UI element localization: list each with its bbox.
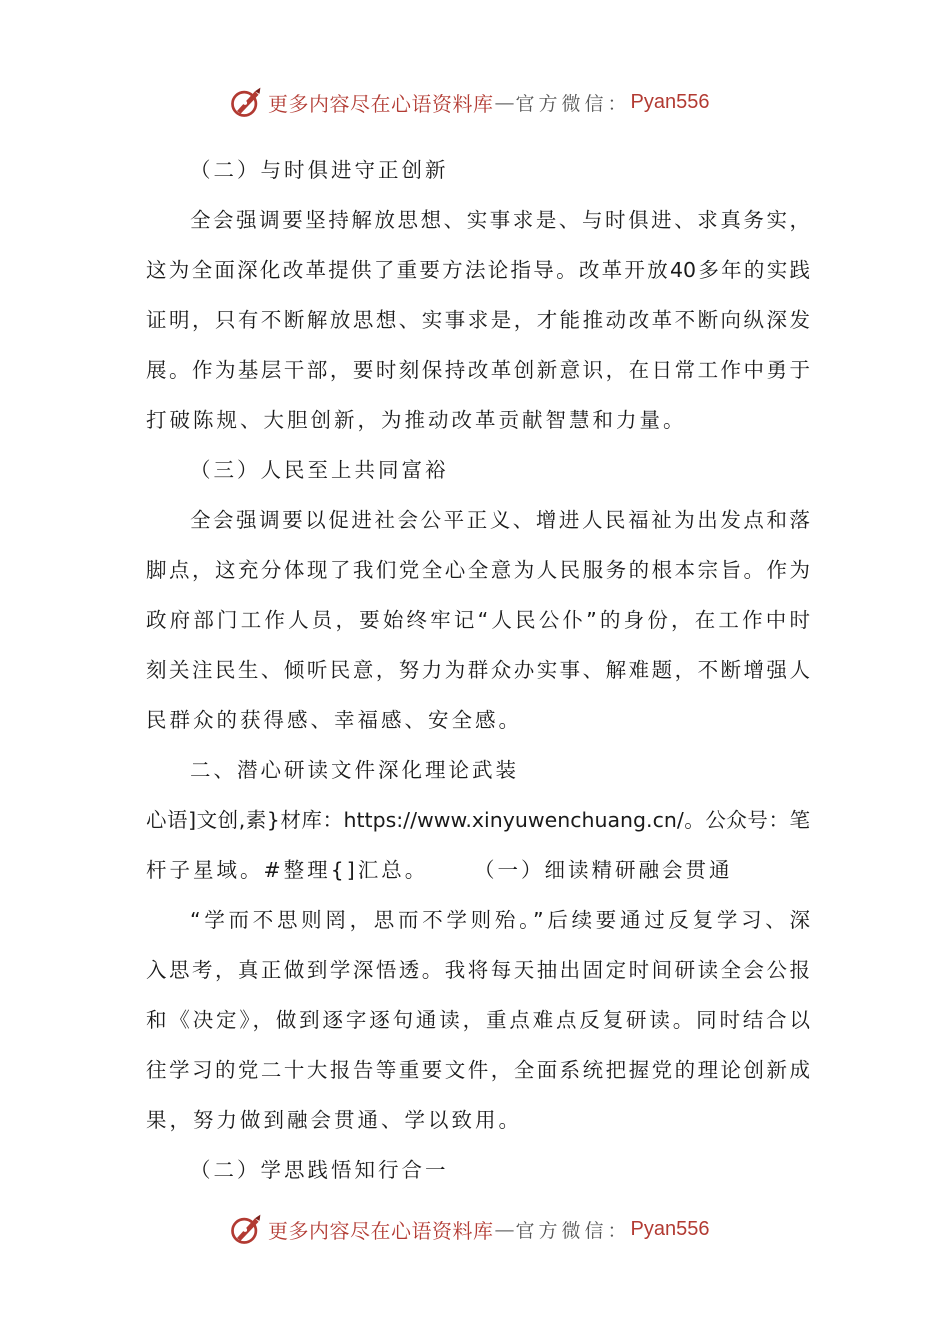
- section-heading-study-documents: 二、潜心研读文件深化理论武装: [190, 758, 519, 782]
- inserted-promo-line-continued: [146, 845, 810, 895]
- paragraph-line: 刻关注民生、倾听民意，努力为群众办实事、解难题，不断增强人: [146, 658, 810, 682]
- watermark-wechat-id: Pyan556: [630, 1217, 710, 1240]
- pen-nib-logo-icon: [228, 1211, 264, 1247]
- paragraph-line: 脚点，这充分体现了我们党全心全意为人民服务的根本宗旨。作为: [146, 558, 810, 582]
- paragraph-line: 这为全面深化改革提供了重要方法论指导。改革开放40多年的实践: [146, 258, 810, 282]
- paragraph-line: 果，努力做到融会贯通、学以致用。: [146, 1108, 522, 1132]
- watermark-site-text: 更多内容尽在心语资料库: [268, 91, 494, 116]
- paragraph-line: 和《决定》，做到逐字逐句通读，重点难点反复研读。同时结合以: [146, 1008, 810, 1032]
- subheading-close-reading: （一）细读精研融会贯通: [484, 858, 733, 882]
- watermark-site-text: 更多内容尽在心语资料库: [268, 1218, 494, 1243]
- paragraph-line: 政府部门工作人员，要始终牢记“人民公仆”的身份，在工作中时: [146, 608, 810, 632]
- paragraph-line: 证明，只有不断解放思想、实事求是，才能推动改革不断向纵深发: [146, 308, 810, 332]
- watermark-wechat-id: Pyan556: [630, 90, 710, 113]
- paragraph-methodology: [146, 195, 810, 445]
- document-body: [146, 145, 810, 1195]
- pen-nib-logo-icon: [228, 84, 264, 120]
- paragraph-line: 全会强调要坚持解放思想、实事求是、与时俱进、求真务实，: [190, 208, 810, 232]
- paragraph-people-welfare: [146, 495, 810, 745]
- subheading-knowledge-action: （二）学思践悟知行合一: [190, 1158, 449, 1182]
- watermark-banner-bottom: [228, 1209, 709, 1249]
- paragraph-line: 全会强调要以促进社会公平正义、增进人民福祉为出发点和落: [190, 508, 810, 532]
- watermark-separator: —: [494, 90, 515, 114]
- watermark-banner-top: [228, 82, 709, 122]
- watermark-wechat-label: 官方微信：: [515, 92, 631, 115]
- watermark-separator: —: [494, 1217, 515, 1241]
- paragraph-line: 打破陈规、大胆创新，为推动改革贡献智慧和力量。: [146, 408, 687, 432]
- paragraph-close-reading: [146, 895, 810, 1145]
- inserted-promo-line: 心语]文创,素}材库：https://www.xinyuwenchuang.cn/。公众号：笔: [146, 808, 810, 832]
- paragraph-line: 民群众的获得感、幸福感、安全感。: [146, 708, 522, 732]
- paragraph-line: 展。作为基层干部，要时刻保持改革创新意识，在日常工作中勇于: [146, 358, 810, 382]
- inserted-promo-text: 杆子星域。#整理{]汇总。: [146, 858, 429, 882]
- watermark-wechat-label: 官方微信：: [515, 1219, 631, 1242]
- subheading-advance-with-times: （二）与时俱进守正创新: [190, 158, 449, 182]
- subheading-people-first: （三）人民至上共同富裕: [190, 458, 449, 482]
- paragraph-line: “学而不思则罔，思而不学则殆。”后续要通过反复学习、深: [190, 908, 810, 932]
- paragraph-line: 入思考，真正做到学深悟透。我将每天抽出固定时间研读全会公报: [146, 958, 810, 982]
- paragraph-line: 往学习的党二十大报告等重要文件，全面系统把握党的理论创新成: [146, 1058, 810, 1082]
